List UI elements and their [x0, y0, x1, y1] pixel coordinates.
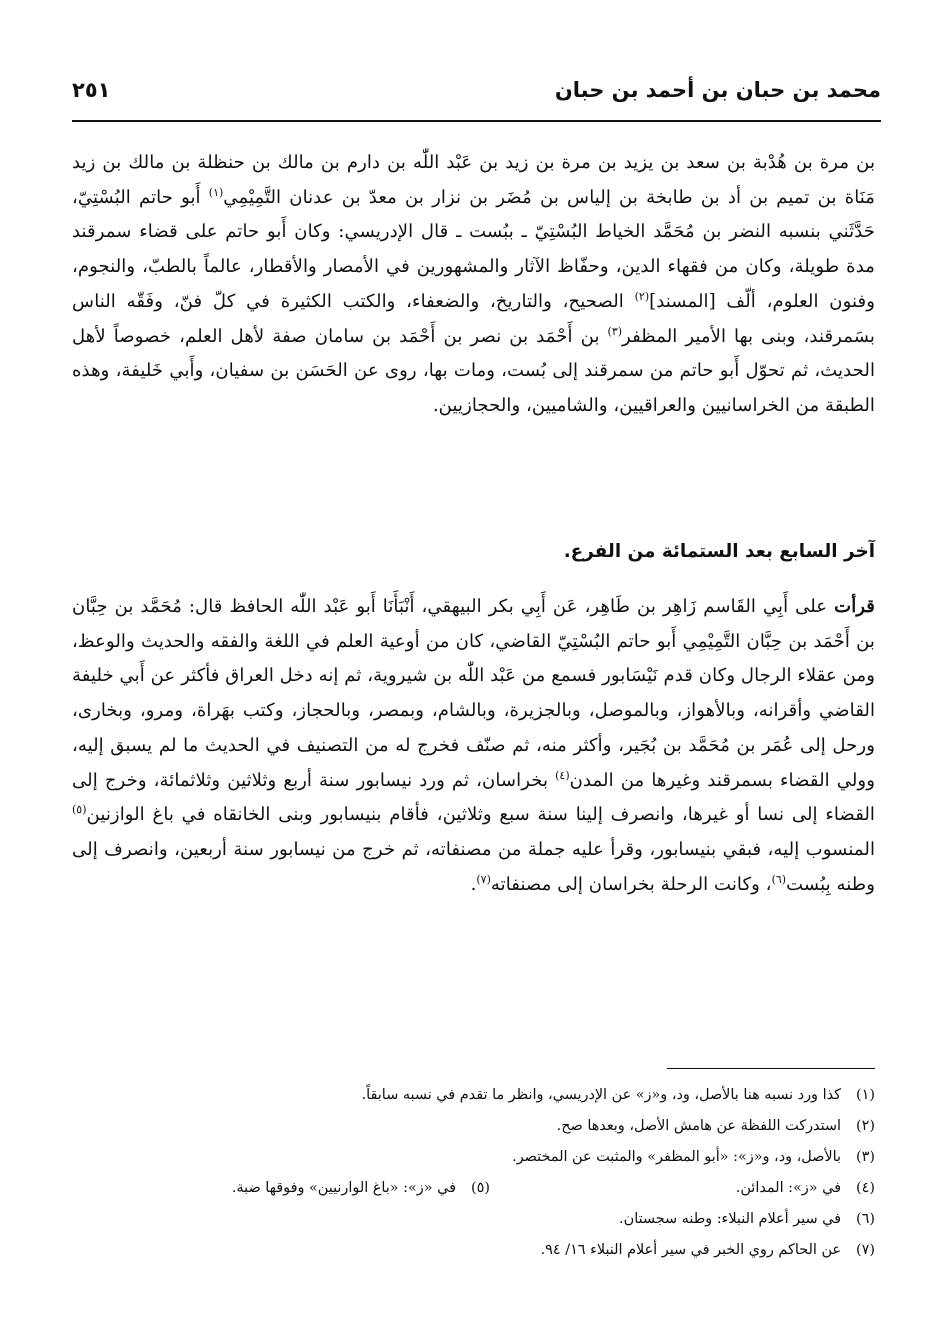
- footnote-ref: (٥): [72, 803, 87, 817]
- footnote-text: في «ز»: المدائن.: [735, 1180, 841, 1196]
- footnote-number: (٢): [856, 1118, 875, 1134]
- footnote-separator: [667, 1068, 875, 1069]
- footnote: [72, 1204, 875, 1235]
- section-note: آخر السابع بعد الستمائة من الفرع.: [563, 541, 875, 562]
- paragraph-genealogy: [72, 146, 875, 424]
- footnote: [72, 1080, 875, 1111]
- text-run: ، وكانت الرحلة بخراسان إلى مصنفاته: [490, 873, 772, 895]
- page-number: ٢٥١: [72, 78, 111, 102]
- footnote-number: (٧): [856, 1242, 875, 1258]
- footnote: [72, 1235, 875, 1266]
- footnote-pair: [72, 1173, 875, 1204]
- footnote-number: (١): [856, 1087, 875, 1103]
- paragraph-text: [72, 146, 875, 424]
- header-rule: [72, 120, 881, 122]
- footnote-text: عن الحاكم روي الخبر في سير أعلام النبلاء ١٦/ ٩٤.: [540, 1242, 841, 1258]
- lead-word: قرأت: [834, 596, 875, 617]
- text-run: بخراسان، ثم ورد نيسابور سنة أربع وثلاثين وثلاثمائة، وخرج إلى القضاء إلى نسا أو غيرها، وانصرف إلينا سنة سبع وثلاثين، فأقام بنيسابور وبنى الخانقاه في باغ الوازنين: [72, 769, 875, 826]
- footnote: [72, 1142, 875, 1173]
- footnote-text: بالأصل، ود، و«ز»: «أبو المظفر» والمثبت عن المختصر.: [512, 1149, 841, 1165]
- footnote-number: (٥): [471, 1180, 490, 1196]
- footnote-text: في «ز»: «باغ الوارنيين» وفوقها ضبة.: [231, 1180, 456, 1196]
- footnote-number: (٤): [856, 1180, 875, 1196]
- footnote: [72, 1111, 875, 1142]
- text-run: على أَبِي القَاسم زَاهِر بن طَاهِر، عَن أَبِي بكر البيهقي، أَنْبَأَنَا أَبو عَبْد اللّٰه الحافظ قال: مُحَمَّد بن حِبَّان بن أَحْمَد بن حِبَّان التَّمِيْمِي أَبو حاتم البُسْتِيّ القاضي، كان من أوعية العلم في اللغة والفقه والحديث والوعظ، ومن عقلاء الرجال وكان قدم نَيْسَابور فسمع من عَبْد اللّٰه بن شيروية، ثم إنه دخل العراق فأكثر عن أَبي خليفة القاضي وأقرانه، وبالأهواز، وبالموصل، وبالجزيرة، وبالشام، وبمصر، وبالحجاز، وكتب بهَراة، ومرو، وبخارى، ورحل إلى عُمَر بن مُحَمَّد بن بُجَير، وأكثر منه، ثم صنّف فخرج له من التصنيف في الحديث ما لم يسبق إليه، وولي القضاء بسمرقند وغيرها من المدن: [72, 596, 875, 791]
- footnote-ref: (١): [208, 185, 224, 199]
- text-run: الصحيح، والتاريخ، والضعفاء، والكتب الكثيرة في كلّ فنّ، وفَقّه الناس بسَمرقند، وبنى بها الأمير المظفر: [72, 290, 875, 347]
- footnote: [490, 1173, 875, 1204]
- running-title: محمد بن حبان بن أحمد بن حبان: [554, 78, 881, 102]
- footnote-ref: (٣): [607, 324, 623, 338]
- footnote-number: (٦): [856, 1211, 875, 1227]
- footnote-text: كذا ورد نسبه هنا بالأصل، ود، و«ز» عن الإدريسي، وانظر ما تقدم في نسبه سابقاً.: [361, 1087, 841, 1103]
- footnote-ref: (٢): [634, 289, 650, 303]
- text-run: بن أَحْمَد بن نصر بن أَحْمَد بن سامان صفة لأهل العلم، خصوصاً لأهل الحديث، ثم تحوّل أَبو حاتم من سمرقند إلى بُست، ومات بها، روى عن الحَسَن بن سفيان، وأَبي خَليفة، وهذه الطبقة من الخراسانيين والعراقيين، والشاميين، والحجازيين.: [72, 325, 875, 416]
- text-run: .: [470, 873, 477, 895]
- footnote-number: (٣): [856, 1149, 875, 1165]
- footnote-ref: (٤): [555, 768, 570, 782]
- footnote: [232, 1180, 490, 1196]
- page-header: [72, 78, 881, 118]
- footnote-text: استدركت اللفظة عن هامش الأصل، وبعدها صح.: [556, 1118, 841, 1134]
- text-run: أَبو حاتم البُسْتِيّ، حَدَّثَني بنسبه النضر بن مُحَمَّد الخياط البُسْتِيّ ـ ببُست ـ قال الإدريسي: وكان أَبو حاتم على قضاء سمرقند مدة طويلة، وكان من فقهاء الدين، وحفّاظ الآثار والمشهورين في الأمصار والأقطار، عالماً بالطبّ، والنجوم، وفنون العلوم، ألّف [المسند]: [72, 186, 875, 312]
- footnote-ref: (٧): [476, 872, 491, 886]
- footnote-ref: (٦): [771, 872, 787, 886]
- footnote-text: في سير أعلام النبلاء: وطنه سجستان.: [619, 1211, 841, 1227]
- text-run: المنسوب إليه، فبقي بنيسابور، وقرأ عليه جملة من مصنفاته، ثم خرج من نيسابور سنة أربعين، وانصرف إلى وطنه بِبُست: [72, 838, 875, 895]
- footnotes: [72, 1080, 875, 1266]
- paragraph-biography: [72, 590, 875, 902]
- text-run: بن مرة بن هُدْبة بن سعد بن يزيد بن مرة بن زيد بن عَبْد اللّٰه بن دارم بن مالك بن حنظلة بن مالك بن زيد مَنَاة بن تميم بن أد بن طابخة بن إلياس بن مُضَر بن نزار بن معدّ بن عدنان التَّمِيْمِي: [72, 152, 875, 208]
- paragraph-text: [72, 590, 875, 902]
